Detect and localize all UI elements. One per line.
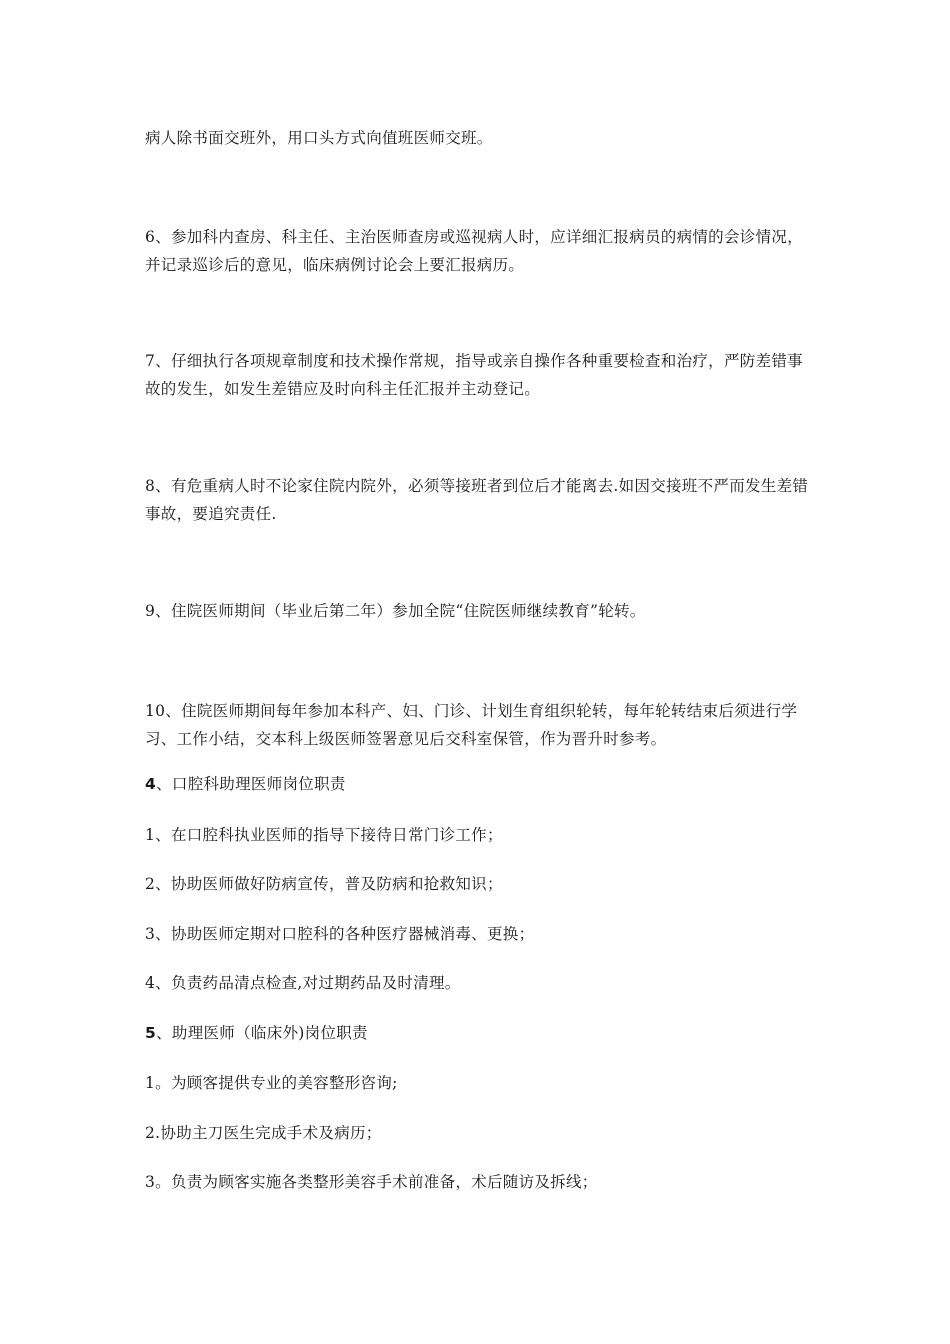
section-title: 、口腔科助理医师岗位职责 [156, 775, 346, 793]
duty-item-4: 4、负责药品清点检查,对过期药品及时清理。 [145, 974, 461, 992]
duty-item-2: 2、协助医师做好防病宣传，普及防病和抢救知识； [145, 875, 503, 893]
section-number: 4 [145, 775, 157, 793]
section-heading-assistant-physician [145, 1019, 810, 1047]
paragraph-item-9: 9、住院医师期间（毕业后第二年）参加全院“住院医师继续教育”轮转。 [145, 602, 646, 620]
section-heading-dental-assistant [145, 770, 810, 798]
paragraph-item-8: 8、有危重病人时不论家住院内院外，必须等接班者到位后才能离去.如因交接班不严而发生差错事故，要追究责任. [145, 477, 809, 523]
paragraph-item-10: 10、住院医师期间每年参加本科产、妇、门诊、计划生育组织轮转，每年轮转结束后须进行学习、工作小结，交本科上级医师签署意见后交科室保管，作为晋升时参考。 [145, 702, 798, 748]
assistant-item-3: 3。负责为顾客实施各类整形美容手术前准备，术后随访及拆线； [145, 1173, 598, 1191]
paragraph-item-6: 6、参加科内查房、科主任、主治医师查房或巡视病人时，应详细汇报病员的病情的会诊情况，并记录巡诊后的意见，临床病例讨论会上要汇报病历。 [145, 228, 803, 274]
section-number: 5 [145, 1024, 157, 1042]
paragraph-item-7: 7、仔细执行各项规章制度和技术操作常规，指导或亲自操作各种重要检查和治疗，严防差错事故的发生，如发生差错应及时向科主任汇报并主动登记。 [145, 352, 803, 398]
duty-item-1: 1、在口腔科执业医师的指导下接待日常门诊工作； [145, 826, 503, 844]
assistant-item-2: 2.协助主刀医生完成手术及病历； [145, 1124, 382, 1142]
section-title: 、助理医师（临床外)岗位职责 [156, 1024, 368, 1042]
duty-item-3: 3、协助医师定期对口腔科的各种医疗器械消毒、更换； [145, 925, 535, 943]
paragraph-handover: 病人除书面交班外，用口头方式向值班医师交班。 [145, 129, 493, 147]
assistant-item-1: 1。为顾客提供专业的美容整形咨询; [145, 1074, 398, 1092]
